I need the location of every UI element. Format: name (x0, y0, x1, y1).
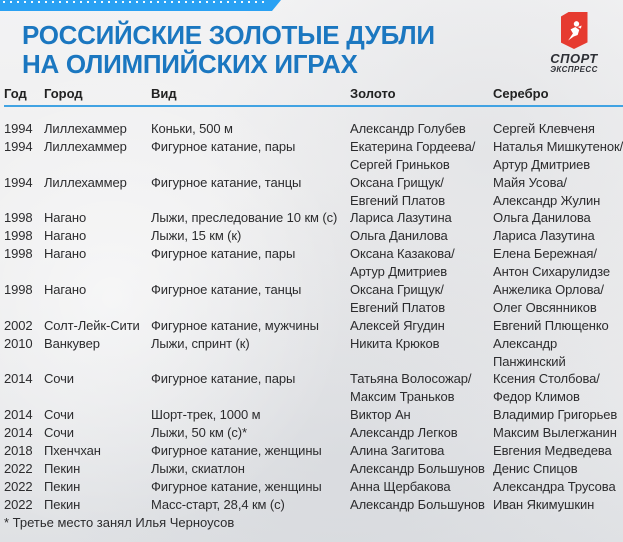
cell-year: 1994 (4, 138, 33, 154)
cell-gold: Александр Легков (350, 425, 458, 441)
cell-silver: Денис Спицов (493, 460, 578, 476)
cell-year: 1994 (4, 121, 33, 136)
cell-gold: Алина Загитова (350, 443, 445, 459)
cell-city: Нагано (44, 210, 87, 226)
cell-silver: Наталья Мишкутенок/ Артур Дмитриев (493, 138, 623, 172)
medal-table (4, 86, 623, 532)
title-line-1: РОССИЙСКИЕ ЗОЛОТЫЕ ДУБЛИ (22, 20, 435, 50)
cell-event: Лыжи, скиатлон (151, 460, 245, 476)
table-row (4, 281, 623, 317)
cell-year: 2010 (4, 335, 33, 351)
cell-city: Лиллехаммер (44, 174, 127, 190)
cell-gold: Алексей Ягудин (350, 317, 445, 333)
cell-gold: Екатерина Гордеева/ Сергей Гриньков (350, 138, 476, 172)
column-header-event: Вид (151, 86, 177, 101)
cell-silver: Александр Панжинский (493, 335, 566, 369)
cell-year: 2014 (4, 425, 33, 441)
cell-silver: Евгения Медведева (493, 443, 612, 459)
cell-year: 1998 (4, 210, 33, 226)
cell-silver: Елена Бережная/ Антон Сихарулидзе (493, 246, 610, 280)
table-row (4, 496, 623, 514)
page-title (22, 21, 435, 79)
cell-silver: Ксения Столбова/ Федор Климов (493, 371, 600, 405)
cell-gold: Анна Щербакова (350, 478, 451, 494)
cell-gold: Лариса Лазутина (350, 210, 452, 226)
cell-event: Масс-старт, 28,4 км (с) (151, 496, 285, 512)
cell-city: Пекин (44, 460, 81, 476)
cell-event: Фигурное катание, пары (151, 138, 296, 154)
header-divider (4, 105, 623, 107)
cell-event: Лыжи, 50 км (с)* (151, 425, 247, 441)
cell-event: Фигурное катание, танцы (151, 174, 302, 190)
table-row (4, 335, 623, 371)
cell-year: 2002 (4, 317, 33, 333)
table-body (4, 120, 623, 514)
cell-event: Фигурное катание, танцы (151, 282, 302, 298)
cell-city: Лиллехаммер (44, 121, 127, 136)
cell-year: 2014 (4, 407, 33, 423)
sport-express-logo (538, 12, 610, 75)
cell-city: Пекин (44, 496, 81, 512)
footnote: * Третье место занял Илья Черноусов (4, 514, 235, 530)
cell-event: Фигурное катание, пары (151, 246, 296, 262)
table-row (4, 227, 623, 245)
cell-silver: Ольга Данилова (493, 210, 591, 226)
cell-silver: Александра Трусова (493, 478, 616, 494)
cell-city: Сочи (44, 425, 74, 441)
cell-silver: Лариса Лазутина (493, 228, 595, 244)
cell-year: 2022 (4, 478, 33, 494)
cell-event: Лыжи, преследование 10 км (с) (151, 210, 338, 226)
cell-event: Коньки, 500 м (151, 121, 233, 136)
cell-silver: Майя Усова/ Александр Жулин (493, 174, 601, 208)
cell-year: 1994 (4, 174, 33, 190)
cell-year: 2022 (4, 460, 33, 476)
cell-event: Фигурное катание, пары (151, 371, 296, 387)
table-header-row (4, 86, 623, 101)
cell-event: Фигурное катание, мужчины (151, 317, 319, 333)
athlete-figure-icon (565, 19, 584, 43)
cell-year: 2014 (4, 371, 33, 387)
cell-event: Фигурное катание, женщины (151, 443, 322, 459)
table-row (4, 424, 623, 442)
cell-silver: Сергей Клевченя (493, 121, 595, 136)
column-header-silver: Серебро (493, 86, 549, 101)
cell-city: Нагано (44, 282, 87, 298)
table-row (4, 209, 623, 227)
cell-silver: Максим Вылегжанин (493, 425, 617, 441)
cell-gold: Александр Большунов (350, 496, 485, 512)
cell-year: 1998 (4, 282, 33, 298)
cell-year: 2022 (4, 496, 33, 512)
logo-wordmark-sub: ЭКСПРЕСС (550, 65, 598, 74)
cell-gold: Александр Большунов (350, 460, 485, 476)
cell-silver: Иван Якимушкин (493, 496, 595, 512)
cell-year: 1998 (4, 246, 33, 262)
table-row (4, 442, 623, 460)
cell-city: Пекин (44, 478, 81, 494)
column-header-gold: Золото (350, 86, 396, 101)
table-row (4, 174, 623, 210)
cell-event: Фигурное катание, женщины (151, 478, 322, 494)
cell-year: 1998 (4, 228, 33, 244)
cell-gold: Татьяна Волосожар/ Максим Траньков (350, 371, 472, 405)
cell-gold: Оксана Грищук/ Евгений Платов (350, 282, 445, 315)
table-row (4, 317, 623, 335)
table-row (4, 478, 623, 496)
cell-gold: Александр Голубев (350, 121, 466, 136)
cell-event: Лыжи, 15 км (к) (151, 228, 242, 244)
table-row (4, 138, 623, 174)
cell-event: Шорт-трек, 1000 м (151, 407, 261, 423)
cell-gold: Виктор Ан (350, 407, 411, 423)
cell-silver: Евгений Плющенко (493, 317, 609, 333)
cell-gold: Никита Крюков (350, 335, 440, 351)
cell-silver: Анжелика Орлова/ Олег Овсянников (493, 282, 604, 315)
cell-city: Ванкувер (44, 335, 100, 351)
cell-city: Пхенчхан (44, 443, 101, 459)
cell-gold: Оксана Казакова/ Артур Дмитриев (350, 246, 455, 280)
sport-express-badge-icon (561, 12, 588, 49)
cell-city: Нагано (44, 228, 87, 244)
column-header-city: Город (44, 86, 83, 101)
table-row (4, 245, 623, 281)
cell-city: Сочи (44, 407, 74, 423)
table-row (4, 460, 623, 478)
table-row (4, 406, 623, 424)
cell-city: Сочи (44, 371, 74, 387)
cell-event: Лыжи, спринт (к) (151, 335, 250, 351)
table-row (4, 370, 623, 406)
cell-city: Нагано (44, 246, 87, 262)
cell-city: Лиллехаммер (44, 138, 127, 154)
cell-gold: Ольга Данилова (350, 228, 448, 244)
table-row (4, 120, 623, 138)
title-line-2: НА ОЛИМПИЙСКИХ ИГРАХ (22, 49, 358, 79)
cell-year: 2018 (4, 443, 33, 459)
cell-silver: Владимир Григорьев (493, 407, 618, 423)
dashed-accent-bar (0, 0, 281, 11)
cell-gold: Оксана Грищук/ Евгений Платов (350, 174, 445, 208)
column-header-year: Год (4, 86, 27, 101)
logo-wordmark: СПОРТ (550, 51, 598, 66)
cell-city: Солт-Лейк-Сити (44, 317, 140, 333)
